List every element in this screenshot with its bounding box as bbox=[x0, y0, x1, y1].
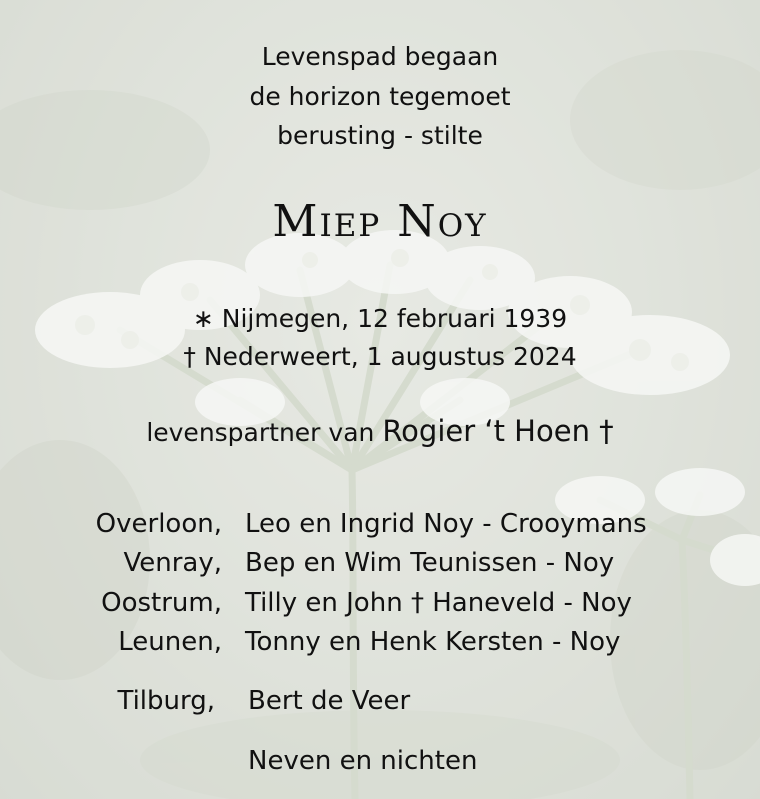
birth-line: ∗ Nijmegen, 12 februari 1939 bbox=[192, 304, 568, 333]
poem-line-2: de horizon tegemoet bbox=[249, 82, 511, 111]
family-place: Venray, bbox=[123, 548, 222, 578]
family-names: Tilly en John † Haneveld - Noy bbox=[245, 588, 632, 618]
family-place: Leunen, bbox=[118, 627, 222, 657]
family-row bbox=[0, 546, 760, 580]
family-place: Oostrum, bbox=[101, 588, 222, 618]
closing-line bbox=[0, 744, 760, 778]
other-names: Bert de Veer bbox=[248, 686, 411, 716]
partner-line bbox=[0, 414, 760, 450]
poem-line-1: Levenspad begaan bbox=[261, 42, 499, 71]
partner-prefix: levenspartner van bbox=[146, 418, 375, 447]
other-relative-row bbox=[0, 684, 760, 718]
closing-text: Neven en nichten bbox=[248, 746, 478, 776]
family-names: Tonny en Henk Kersten - Noy bbox=[245, 627, 621, 657]
family-row bbox=[0, 586, 760, 620]
poem-line-3: berusting - stilte bbox=[277, 121, 483, 150]
family-place: Overloon, bbox=[95, 509, 222, 539]
family-row bbox=[0, 507, 760, 541]
other-place: Tilburg, bbox=[117, 686, 215, 716]
family-row bbox=[0, 625, 760, 659]
family-names: Bep en Wim Teunissen - Noy bbox=[245, 548, 615, 578]
death-line: † Nederweert, 1 augustus 2024 bbox=[183, 342, 577, 371]
deceased-name: Miep Noy bbox=[272, 196, 488, 247]
family-names: Leo en Ingrid Noy - Crooymans bbox=[245, 509, 647, 539]
partner-name: Rogier ‘t Hoen † bbox=[382, 414, 614, 448]
